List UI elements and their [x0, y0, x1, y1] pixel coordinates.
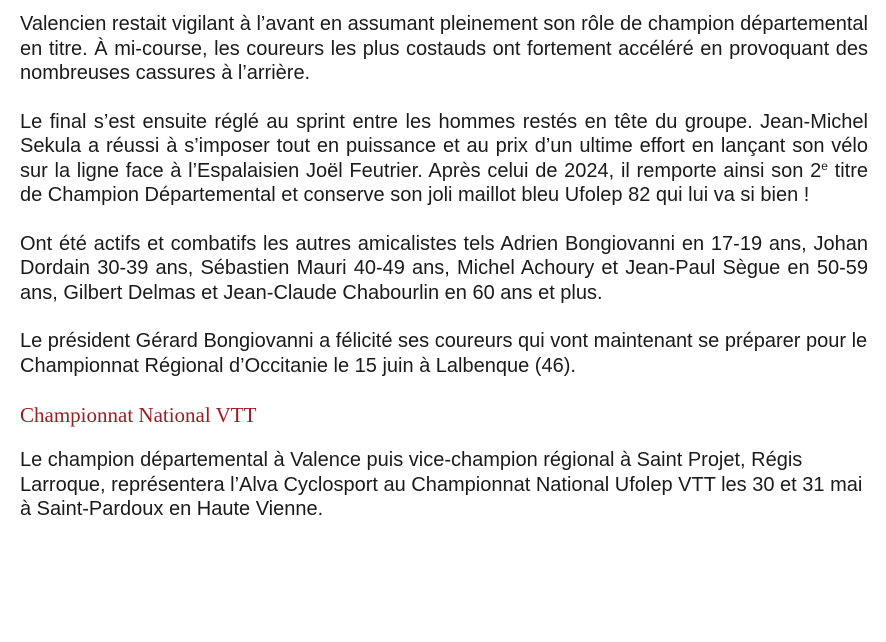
- ordinal-superscript: e: [821, 158, 828, 173]
- paragraph-sprint-finish: [20, 110, 868, 208]
- article-body: [20, 12, 868, 546]
- section-heading: Championnat National VTT: [20, 403, 257, 427]
- paragraph-president: Le président Gérard Bongiovanni a félicité ses coureurs qui vont maintenant se préparer pour le Championnat Régional d’Occitanie le 15 juin à Lalbenque (46).: [20, 330, 868, 377]
- paragraph-other-riders: Ont été actifs et combatifs les autres amicalistes tels Adrien Bongiovanni en 17-19 ans, Johan Dordain 30-39 ans, Sébastien Mauri 40-49 ans, Michel Achoury et Jean-Paul Sègue en 50-59 ans, Gilbert Delmas et Jean-Claude Chabourlin en 60 ans et plus.: [20, 232, 868, 304]
- paragraph-race-development: Valencien restait vigilant à l’avant en assumant pleinement son rôle de champion départemental en titre. À mi-course, les coureurs les plus costauds ont fortement accéléré en provoquant des nombreuses cassures à l’arrière.: [20, 13, 868, 84]
- paragraph-sprint-text-start: Le final s’est ensuite réglé au sprint entre les hommes restés en tête du groupe. Jean-Michel Sekula a réussi à s’imposer tout en puissance et au prix d’un ultime effort en lançant son vélo sur la ligne face à l’Espalaisien Joël Feutrier. Après celui de 2024, il remporte ainsi son 2: [20, 110, 868, 182]
- paragraph-national-vtt: Le champion départemental à Valence puis vice-champion régional à Saint Projet, Régis Larroque, représentera l’Alva Cyclosport au Championnat National Ufolep VTT les 30 et 31 mai à Saint-Pardoux en Haute Vienne.: [20, 449, 863, 520]
- paragraph-sprint-text-end: titre de Champion Départemental et conserve son joli maillot bleu Ufolep 82 qui lui va si bien !: [20, 159, 868, 206]
